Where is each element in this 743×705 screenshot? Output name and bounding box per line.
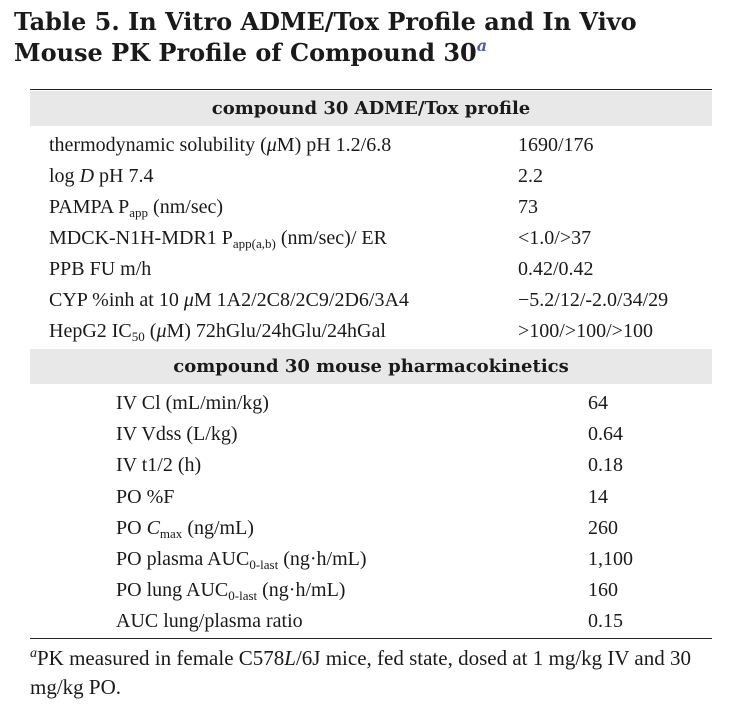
table-row [0, 450, 743, 481]
row-label: IV Cl (mL/min/kg) [116, 392, 269, 414]
table-row [0, 575, 743, 606]
table-row [0, 161, 743, 192]
row-value: 1690/176 [518, 134, 594, 156]
table-row [0, 544, 743, 575]
table-footnote [30, 644, 730, 702]
row-value: 73 [518, 196, 538, 218]
pk-rows [0, 388, 743, 638]
row-label: IV Vdss (L/kg) [116, 423, 238, 446]
table-row [0, 223, 743, 254]
table-row [0, 419, 743, 450]
table-row [0, 316, 743, 347]
section-heading-adme: compound 30 ADME/Tox profile [30, 91, 712, 126]
table-bottom-rule [30, 638, 712, 639]
row-value: 0.64 [588, 423, 623, 446]
footnote-text: PK measured in female C578L/6J mice, fed state, dosed at 1 mg/kg IV and 30 mg/kg PO. [30, 646, 692, 699]
row-label: CYP %inh at 10 μM 1A2/2C8/2C9/2D6/3A4 [49, 289, 409, 311]
table-top-rule [30, 89, 712, 90]
row-value: 1,100 [588, 547, 633, 570]
table-row [0, 130, 743, 161]
row-label: AUC lung/plasma ratio [116, 610, 303, 633]
row-value: >100/>100/>100 [518, 320, 653, 342]
row-value: 160 [588, 579, 618, 602]
row-value: 64 [588, 392, 608, 414]
table-row [0, 388, 743, 419]
table-row [0, 482, 743, 513]
table-row [0, 192, 743, 223]
row-value: 0.15 [588, 610, 623, 633]
section-heading-pk: compound 30 mouse pharmacokinetics [30, 349, 712, 384]
row-label: thermodynamic solubility (μM) pH 1.2/6.8 [49, 134, 392, 156]
adme-rows [0, 130, 743, 347]
row-value: −5.2/12/-2.0/34/29 [518, 289, 669, 311]
table-title-text: Table 5. In Vitro ADME/Tox Profile and In Vivo Mouse PK Profile of Compound 30 [14, 7, 637, 67]
table-row [0, 254, 743, 285]
row-label: PO $C_{max}$ (ng/mL) [116, 516, 254, 541]
row-value: 0.42/0.42 [518, 258, 594, 280]
row-label: PO %F [116, 485, 175, 508]
row-value: 260 [588, 516, 618, 539]
table-title [14, 6, 729, 68]
row-label: PAMPA $P_{app}$ (nm/sec) [49, 196, 224, 220]
row-label: log D pH 7.4 [49, 165, 154, 187]
row-label: PO plasma $AUC_{0-last}$ (ng·h/mL) [116, 547, 367, 572]
row-label: PO lung $AUC_{0-last}$ (ng·h/mL) [116, 579, 346, 604]
table-row [0, 513, 743, 544]
title-footnote-marker: a [476, 36, 488, 55]
footnote-marker: a [30, 646, 37, 661]
table-row [0, 606, 743, 637]
row-label: MDCK-N1H-MDR1 $P_{app(a,b)}$ (nm/sec)/ ER [49, 227, 387, 251]
row-label: HepG2 $IC_{50}$ (μM) 72hGlu/24hGlu/24hGal [49, 320, 386, 344]
row-value: <1.0/>37 [518, 227, 592, 249]
row-value: 2.2 [518, 165, 543, 187]
row-value: 14 [588, 485, 608, 508]
table-row [0, 285, 743, 316]
row-label: PPB FU m/h [49, 258, 152, 280]
row-value: 0.18 [588, 454, 623, 477]
row-label: IV t1/2 (h) [116, 454, 202, 477]
